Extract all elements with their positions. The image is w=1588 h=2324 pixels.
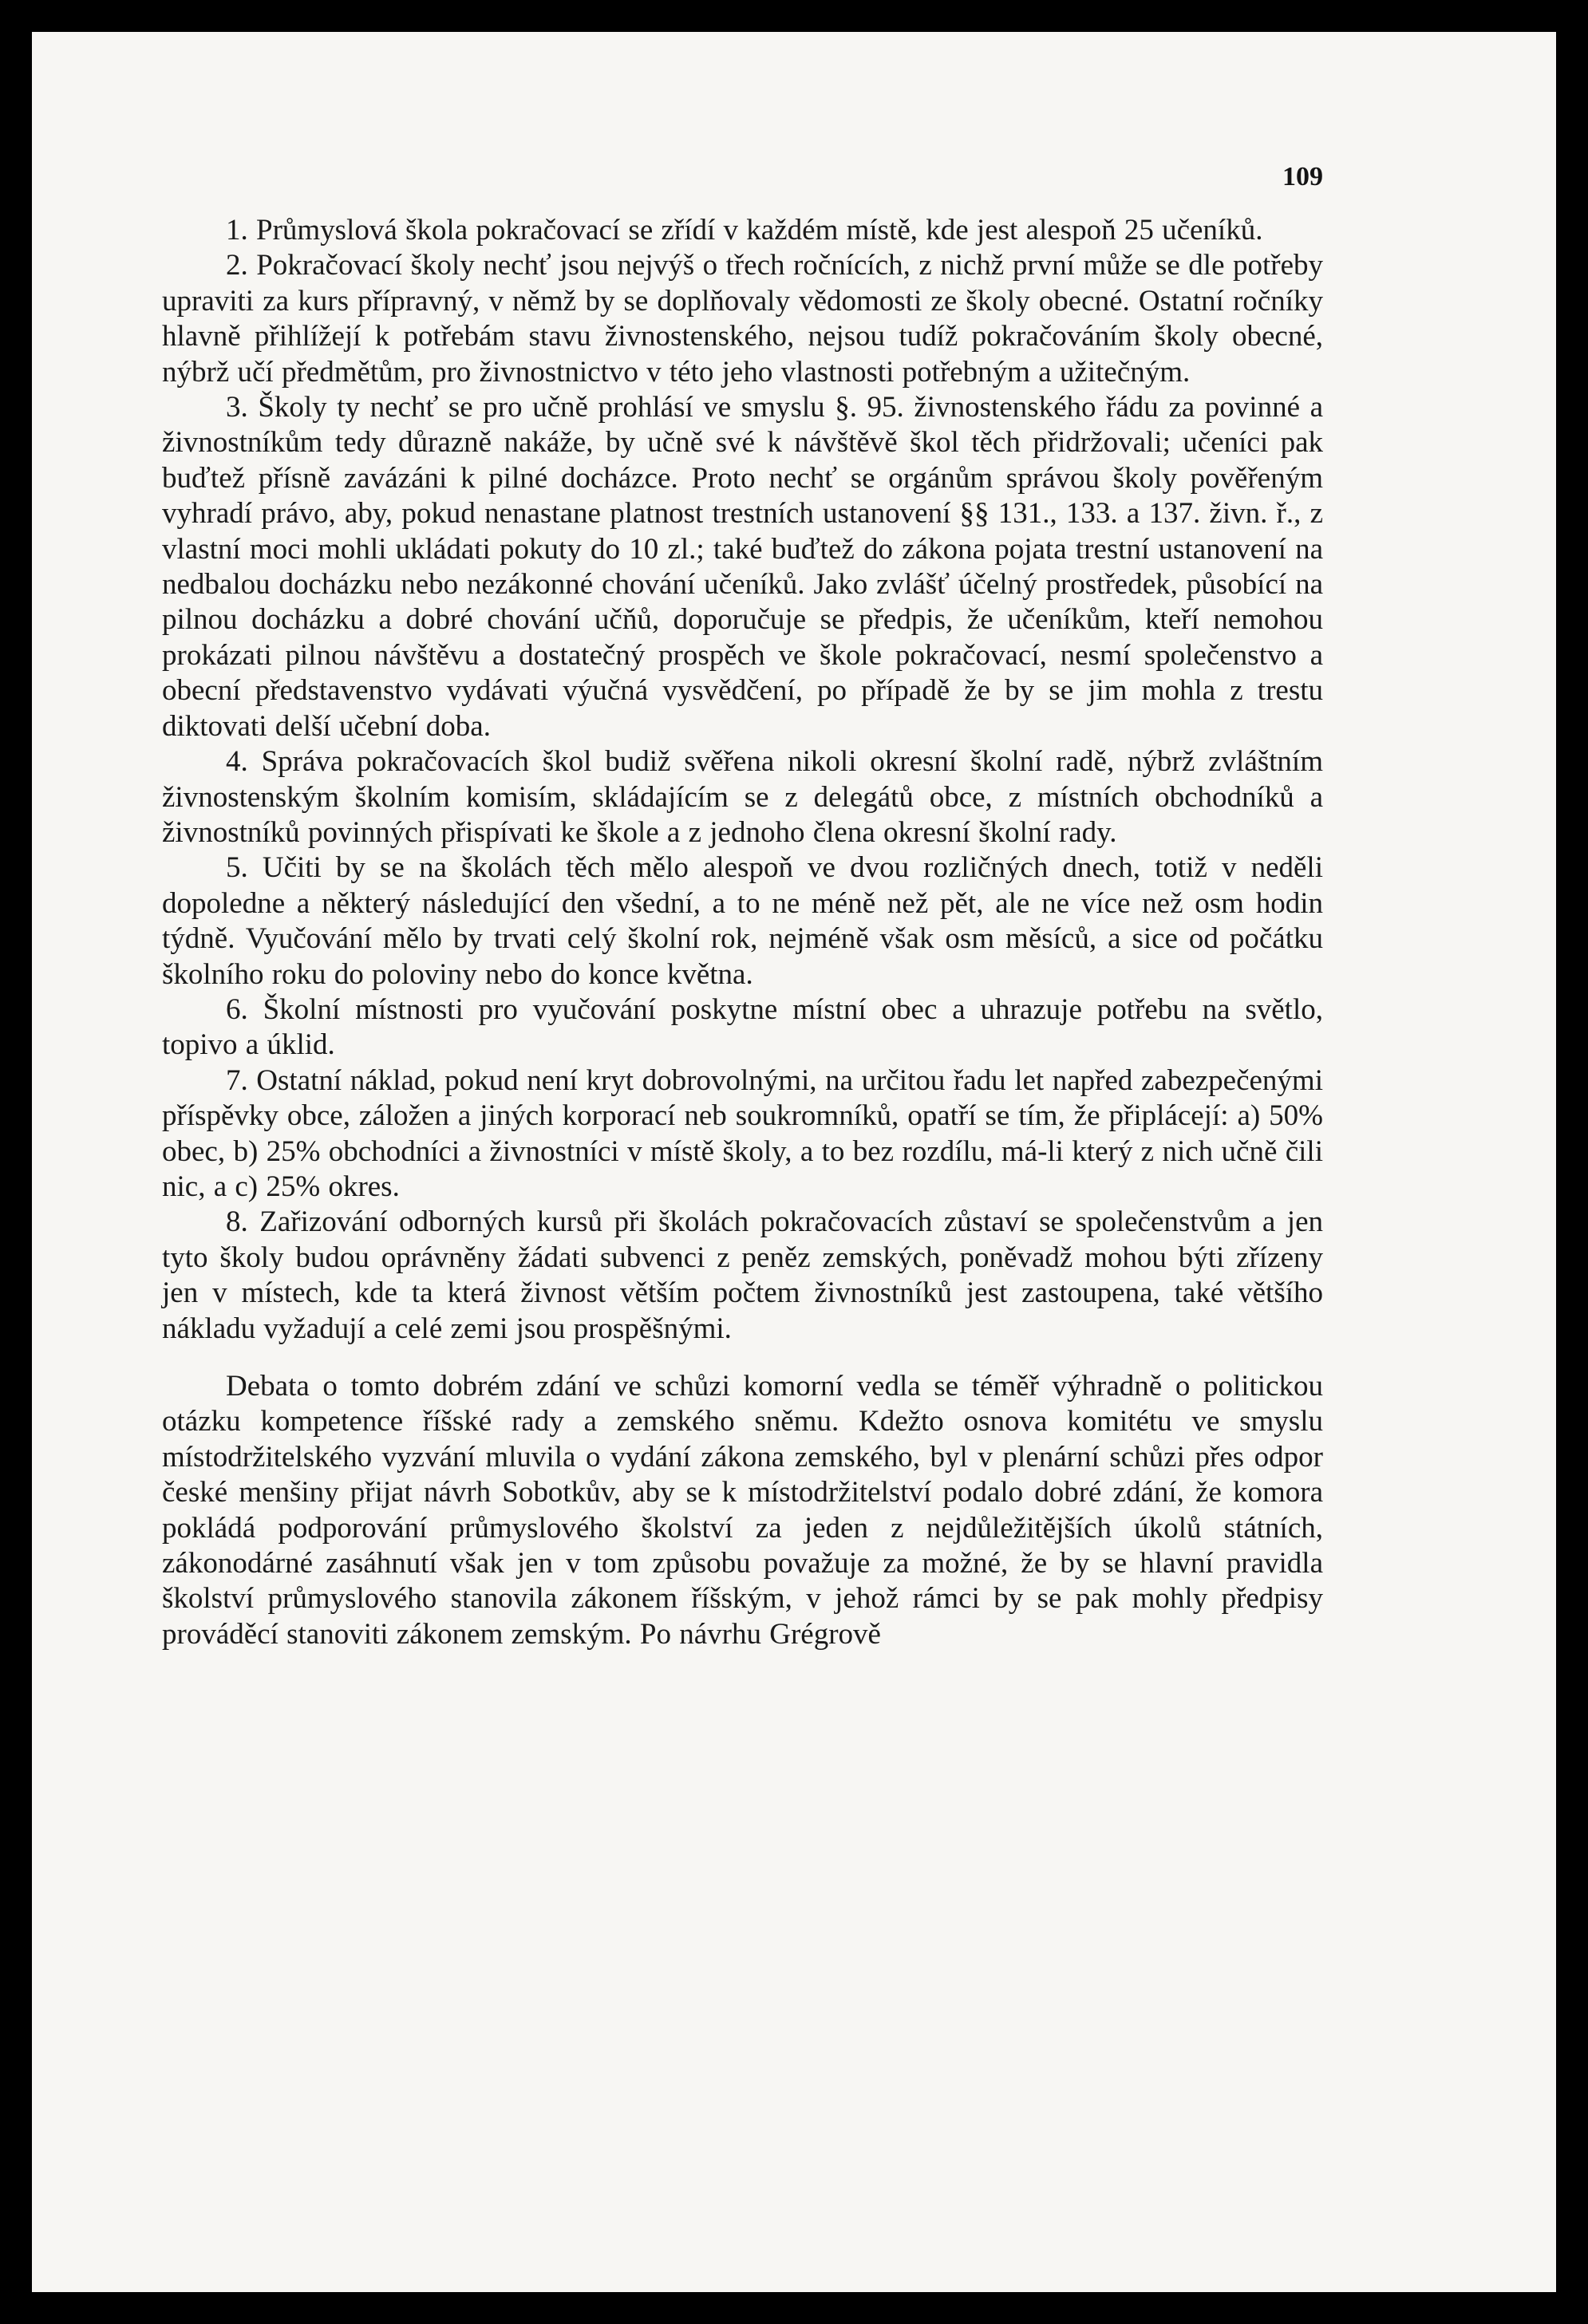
paragraph-2: 2. Pokračovací školy nechť jsou nejvýš o třech ročnících, z nichž první může se dle potřeby upraviti za kurs přípravný, v němž by se doplňovaly vědomosti ze školy obecné. Ostatní ročníky hlavně přihlížejí k potřebám stavu živnostenského, nejsou tudíž pokračováním školy obecné, nýbrž učí předmětům, pro živnostnictvo v této jeho vlastnosti potřebným a užitečným. [162, 249, 1323, 389]
page-number: 109 [1282, 162, 1323, 191]
paragraph-5: 5. Učiti by se na školách těch mělo alespoň ve dvou rozličných dnech, totiž v neděli dopoledne a některý následující den všední, a to ne méně než pět, ale ne více než osm hodin týdně. Vyučování mělo by trvati celý školní rok, nejméně však osm měsíců, a sice od počátku školního roku do poloviny nebo do konce května. [162, 851, 1323, 991]
paragraph-4: 4. Správa pokračovacích škol budiž svěřena nikoli okresní školní radě, nýbrž zvláštním živnostenským školním komisím, skládajícím se z delegátů obce, z místních obchodníků a živnostníků povinných přispívati ke škole a z jednoho člena okresní školní rady. [162, 745, 1323, 849]
paragraph-debate: Debata o tomto dobrém zdání ve schůzi komorní vedla se téměř výhradně o politickou otázku kompetence říšské rady a zemského sněmu. Kdežto osnova komitétu ve smyslu místodržitelského vyzvání mluvila o vydání zákona zemského, byl v plenární schůzi přes odpor české menšiny přijat návrh Sobotkův, aby se k místodržitelství podalo dobré zdání, že komora pokládá podporování průmyslového školství za jeden z nejdůležitějších úkolů státních, zákonodárné zasáhnutí však jen v tom způsobu považuje za možné, že by se hlavní pravidla školství průmyslového stanovila zákonem říšským, v jehož rámci by se pak mohly předpisy prováděcí stanoviti zákonem zemským. Po návrhu Grégrově [162, 1370, 1323, 1651]
paragraph-8: 8. Zařizování odborných kursů při školách pokračovacích zůstaví se společenstvům a jen tyto školy budou oprávněny žádati subvenci z peněz zemských, poněvadž mohou býti zřízeny jen v místech, kde ta která živnost větším počtem živnostníků jest zastoupena, také většího nákladu vyžadují a celé zemi jsou prospěšnými. [162, 1205, 1323, 1345]
paragraph-3: 3. Školy ty nechť se pro učně prohlásí ve smyslu §. 95. živnostenského řádu za povinné a živnostníkům tedy důrazně nakáže, by učně své k návštěvě škol těch přidržovali; učeníci pak buďtež přísně zavázáni k pilné docházce. Proto nechť se orgánům správou školy pověřeným vyhradí právo, aby, pokud nenastane platnost trestních ustanovení §§ 131., 133. a 137. živn. ř., z vlastní moci mohli ukládati pokuty do 10 zl.; také buďtež do zákona pojata trestní ustanovení na nedbalou docházku nebo nezákonné chování učeníků. Jako zvlášť účelný prostředek, působící na pilnou docházku a dobré chování učňů, doporučuje se předpis, že učeníkům, kteří nemohou prokázati pilnou návštěvu a dostatečný prospěch ve škole pokračovací, nesmí společenstvo a obecní představenstvo vydávati výučná vysvědčení, po případě že by se jim mohla z trestu diktovati delší učební doba. [162, 391, 1323, 743]
paragraph-6: 6. Školní místnosti pro vyučování poskytne místní obec a uhrazuje potřebu na světlo, topivo a úklid. [162, 992, 1323, 1062]
paragraph-7: 7. Ostatní náklad, pokud není kryt dobrovolnými, na určitou řadu let napřed zabezpečenými příspěvky obce, záložen a jiných korporací neb soukromníků, opatří se tím, že připlácejí: a) 50% obec, b) 25% obchodníci a živnostníci v místě školy, a to bez rozdílu, má-li který z nich učně čili nic, a c) 25% okres. [162, 1063, 1323, 1203]
paragraph-1: 1. Průmyslová škola pokračovací se zřídí v každém místě, kde jest alespoň 25 učeníků. [226, 214, 1263, 247]
body-text [162, 213, 1323, 1652]
document-page [32, 32, 1556, 2292]
